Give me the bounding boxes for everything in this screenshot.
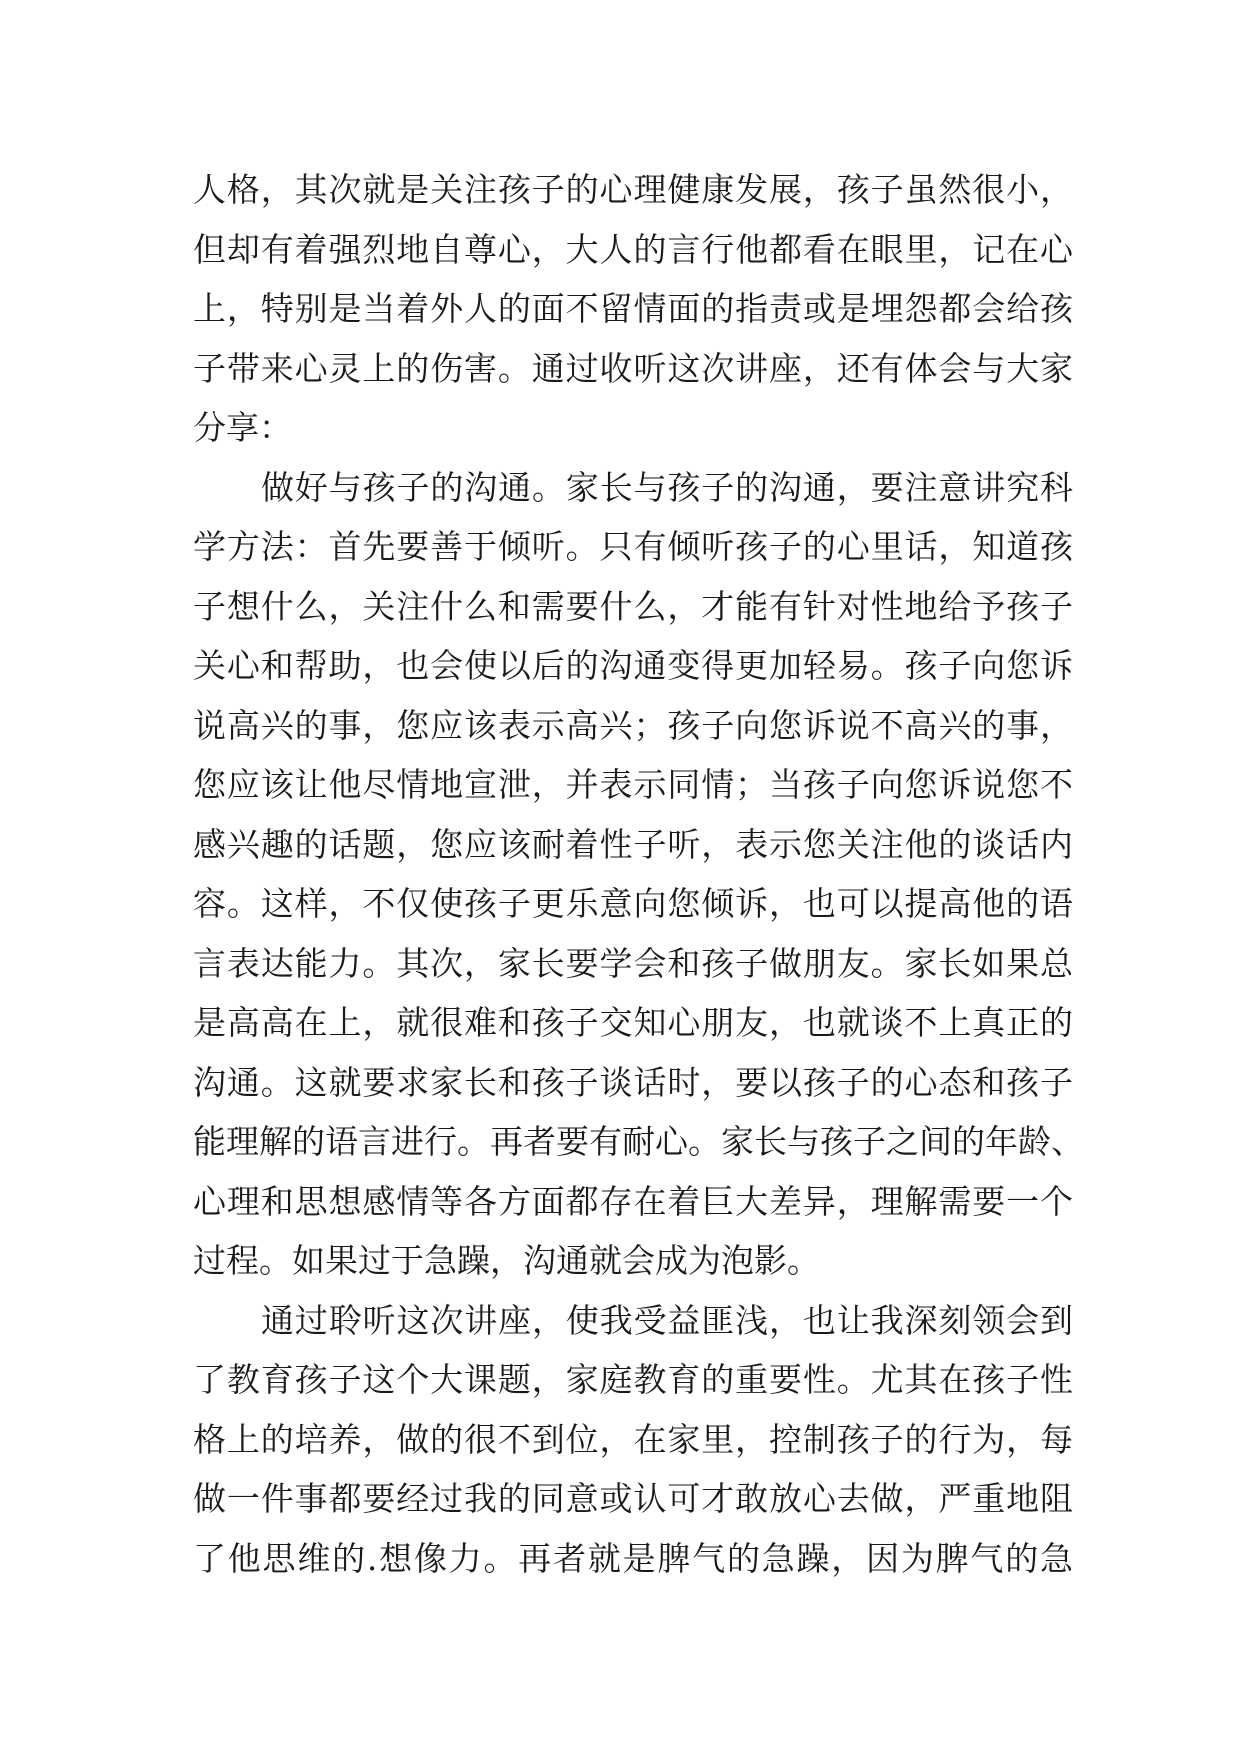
text-line: 但却有着强烈地自尊心，大人的言行他都看在眼里，记在心 xyxy=(193,229,1073,269)
text-line: 分享： xyxy=(193,408,292,447)
paragraph-first-line: 通过聆听这次讲座，使我受益匪浅，也让我深刻领会到 xyxy=(261,1300,1073,1340)
text-line: 了教育孩子这个大课题，家庭教育的重要性。尤其在孩子性 xyxy=(193,1360,1073,1399)
text-line: 了他思维的.想像力。再者就是脾气的急躁，因为脾气的急 xyxy=(193,1538,1073,1578)
text-line: 是高高在上，就很难和孩子交知心朋友，也就谈不上真正的 xyxy=(193,1003,1073,1042)
paragraph-first-line: 做好与孩子的沟通。家长与孩子的沟通，要注意讲究科 xyxy=(261,467,1073,507)
text-line: 能理解的语言进行。再者要有耐心。家长与孩子之间的年龄、 xyxy=(193,1122,1084,1161)
text-line: 子带来心灵上的伤害。通过收听这次讲座，还有体会与大家 xyxy=(193,348,1073,388)
text-line: 子想什么，关注什么和需要什么，才能有针对性地给予孩子 xyxy=(193,586,1073,626)
body-text xyxy=(193,160,1084,1588)
text-line: 说高兴的事，您应该表示高兴；孩子向您诉说不高兴的事， xyxy=(193,705,1073,745)
text-line: 言表达能力。其次，家长要学会和孩子做朋友。家长如果总 xyxy=(193,943,1073,983)
text-line: 过程。如果过于急躁，沟通就会成为泡影。 xyxy=(193,1241,820,1280)
text-line: 人格，其次就是关注孩子的心理健康发展，孩子虽然很小， xyxy=(193,170,1073,209)
text-line: 您应该让他尽情地宣泄，并表示同情；当孩子向您诉说您不 xyxy=(193,765,1073,804)
text-line: 沟通。这就要求家长和孩子谈话时，要以孩子的心态和孩子 xyxy=(193,1062,1073,1102)
text-line: 关心和帮助，也会使以后的沟通变得更加轻易。孩子向您诉 xyxy=(193,646,1073,685)
text-line: 容。这样，不仅使孩子更乐意向您倾诉，也可以提高他的语 xyxy=(193,884,1073,923)
text-line: 心理和思想感情等各方面都存在着巨大差异，理解需要一个 xyxy=(193,1181,1073,1221)
text-line: 学方法：首先要善于倾听。只有倾听孩子的心里话，知道孩 xyxy=(193,527,1073,566)
text-line: 感兴趣的话题，您应该耐着性子听，表示您关注他的谈话内 xyxy=(193,824,1073,864)
text-line: 做一件事都要经过我的同意或认可才敢放心去做，严重地阻 xyxy=(193,1479,1073,1518)
text-line: 上，特别是当着外人的面不留情面的指责或是埋怨都会给孩 xyxy=(193,289,1073,328)
text-line: 格上的培养，做的很不到位，在家里，控制孩子的行为，每 xyxy=(193,1419,1073,1459)
